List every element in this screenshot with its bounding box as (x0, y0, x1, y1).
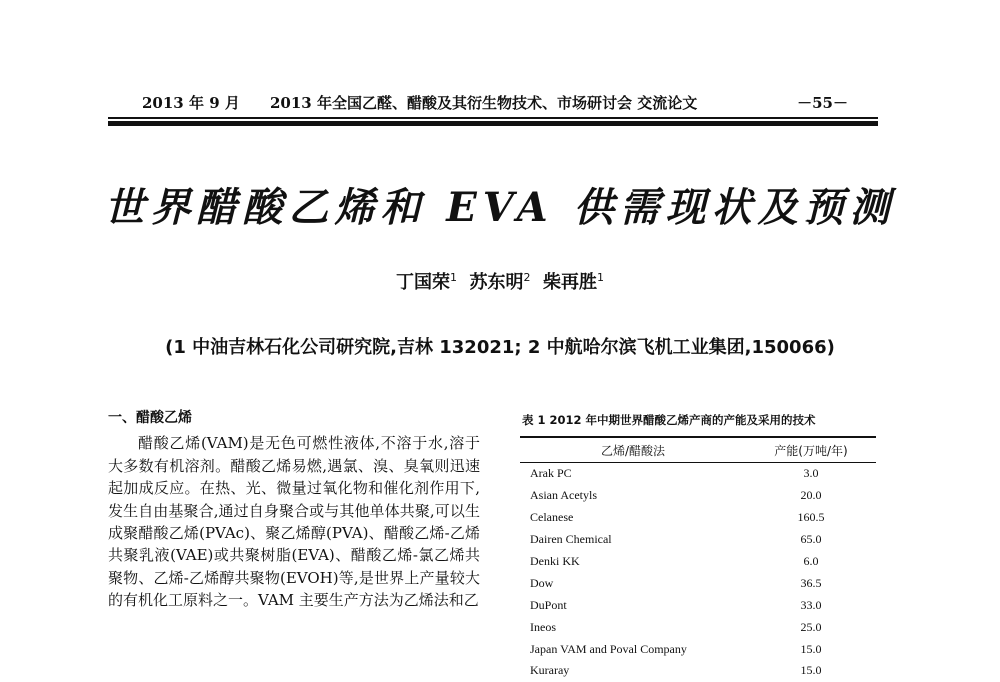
table-row (520, 572, 876, 594)
producer-name: Japan VAM and Poval Company (530, 641, 687, 656)
table-header-row (520, 437, 876, 463)
producer-name: Celanese (530, 510, 574, 525)
producer-name: Denki KK (530, 554, 580, 568)
capacity-value: 20.0 (800, 488, 822, 503)
table-row (520, 616, 876, 638)
producer-name: Kuraray (530, 663, 570, 678)
capacity-value: 3.0 (803, 466, 819, 481)
table-row (520, 507, 876, 529)
header-rule-thick (108, 121, 878, 126)
capacity-value: 6.0 (803, 554, 819, 568)
author-name: 丁国荣 (395, 272, 450, 293)
table-row (520, 463, 876, 485)
section-heading: 一、醋酸乙烯 (108, 410, 192, 426)
capacity-value: 160.5 (797, 510, 825, 525)
capacity-value: 36.5 (800, 575, 822, 590)
table-caption: 表 1 2012 年中期世界醋酸乙烯产商的产能及采用的技术 (522, 413, 816, 427)
capacity-table (520, 436, 876, 682)
capacity-value: 25.0 (800, 619, 822, 634)
producer-name: Arak PC (530, 466, 572, 481)
table-row (520, 529, 876, 551)
table-row (520, 594, 876, 616)
header-rule-thin (108, 117, 878, 119)
author-list (0, 268, 1000, 294)
author-affil-mark: 2 (523, 271, 531, 284)
author-name: 柴再胜 (543, 272, 598, 293)
author-affil-mark: 1 (449, 271, 457, 284)
author-affil-mark: 1 (597, 271, 605, 284)
body-paragraph: 醋酸乙烯(VAM)是无色可燃性液体,不溶于水,溶于大多数有机溶剂。醋酸乙烯易燃,遇氯、溴、臭氧则迅速起加成反应。在热、光、微量过氧化物和催化剂作用下,发生自由基聚合,通过自身聚合或与其他单体共聚,可以生成聚醋酸乙烯(PVAc)、聚乙烯醇(PVA)、醋酸乙烯-乙烯共聚乳液(VAE)或共聚树脂(EVA)、醋酸乙烯-氯乙烯共聚物、乙烯-乙烯醇共聚物(EVOH)等,是世界上产量较大的有机化工原料之一。VAM 主要生产方法为乙烯法和乙 (108, 434, 480, 610)
capacity-value: 15.0 (800, 663, 822, 678)
table-row (520, 485, 876, 507)
table-row (520, 660, 876, 682)
producer-name: Asian Acetyls (530, 488, 597, 503)
capacity-value: 15.0 (800, 641, 822, 656)
capacity-value: 33.0 (800, 597, 822, 612)
producer-name: Dairen Chemical (530, 532, 612, 547)
table-header-capacity: 产能(万吨/年) (746, 437, 876, 463)
author-name: 苏东明 (469, 272, 524, 293)
affiliation: (1 中油吉林石化公司研究院,吉林 132021; 2 中航哈尔滨飞机工业集团,150066) (165, 337, 835, 358)
paper-title: 世界醋酸乙烯和 EVA 供需现状及预测 (104, 184, 896, 231)
table-body (520, 463, 876, 682)
table-row (520, 638, 876, 660)
header-date: 2013 年 9 月 (142, 94, 240, 112)
producer-name: Ineos (530, 619, 556, 634)
header-conference: 2013 年全国乙醛、醋酸及其衍生物技术、市场研讨会 交流论文 (270, 94, 698, 112)
producer-name: Dow (530, 575, 554, 590)
producer-name: DuPont (530, 597, 567, 612)
header-page-number: －55－ (797, 94, 848, 112)
body-column-left (108, 407, 480, 612)
table-row (520, 551, 876, 573)
table-header-method: 乙烯/醋酸法 (520, 437, 746, 463)
capacity-value: 65.0 (800, 532, 822, 547)
